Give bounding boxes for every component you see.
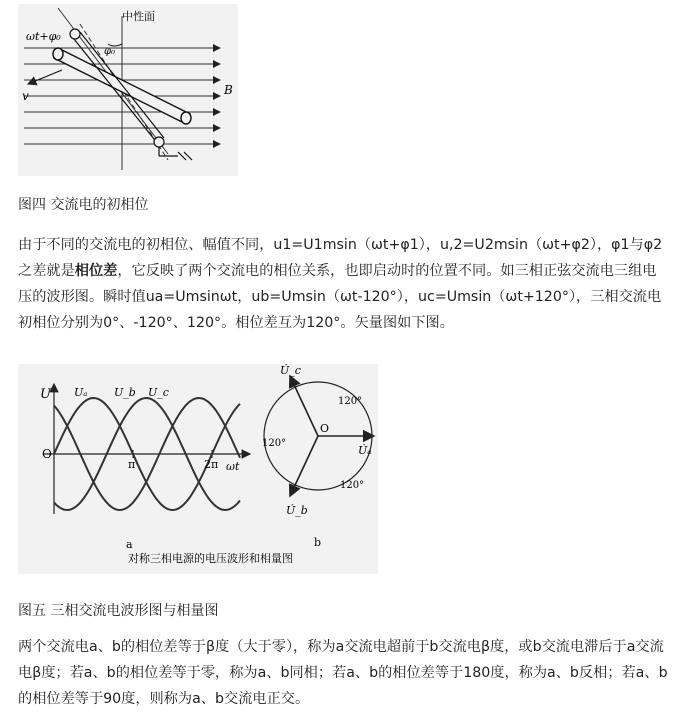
figure-5-diagram xyxy=(18,364,378,574)
tick-2pi-label: 2π xyxy=(204,458,219,471)
figure-4-diagram xyxy=(18,4,238,176)
wave-y-axis-label: U xyxy=(40,387,51,402)
phasor-ub-label: U̇_b xyxy=(286,504,308,517)
paragraph-1-text-a: 由于不同的交流电的初相位、幅值不同，u1=U1msin（ωt+φ1），u,2=U2msin（ωt+φ2），φ1与φ2之差就是 xyxy=(18,237,663,279)
phasor-angle-label-bottom: 120° xyxy=(340,480,365,491)
field-label: B xyxy=(224,83,233,97)
wave-sub-label: a xyxy=(126,538,133,551)
series-label-ua: Uₐ xyxy=(74,386,88,399)
paragraph-phase-difference xyxy=(18,232,668,336)
wave-origin-label: O xyxy=(42,447,52,461)
phasor-sub-label: b xyxy=(314,536,322,549)
figure-5-caption: 图五 三相交流电波形图与相量图 xyxy=(18,603,219,619)
phasor-angle-label-left: 120° xyxy=(262,438,287,449)
velocity-label: v xyxy=(22,89,29,103)
phasor-origin-label: O xyxy=(320,422,330,435)
wave-x-axis-label: ωt xyxy=(226,460,240,473)
figure-5-inner-caption: 对称三相电源的电压波形和相量图 xyxy=(128,552,293,565)
series-label-ub: U_b xyxy=(114,386,136,399)
paragraph-1-text-b: ，它反映了两个交流电的相位关系，也即启动时的位置不同。如三相正弦交流电三组电压的波形图。瞬时值ua=Umsinωt，ub=Umsin（ωt-120°），uc=Umsin（ωt+120°），三相交流电初相位分别为0°、-120°、120°。相位差互为120°。矢量图如下图。 xyxy=(18,263,662,331)
series-label-uc: U_c xyxy=(148,386,169,399)
phi0-label: φ₀ xyxy=(104,46,116,57)
neutral-plane-label: 中性面 xyxy=(122,10,155,23)
angle-total-label: ωt+φ₀ xyxy=(26,30,61,43)
phasor-uc-label: U̇_c xyxy=(280,364,301,377)
phasor-angle-label-top: 120° xyxy=(338,396,363,407)
phase-difference-term: 相位差 xyxy=(74,263,118,279)
paragraph-phase-relations: 两个交流电a、b的相位差等于β度（大于零），称为a交流电超前于b交流电β度，或b交流电滞后于a交流电β度；若a、b的相位差等于零，称为a、b同相；若a、b的相位差等于180度，称为a、b反相；若a、b的相位差等于90度，则称为a、b交流电正交。 xyxy=(18,639,668,707)
tick-pi-label: π xyxy=(128,458,136,471)
phasor-ua-label: U̇ₐ xyxy=(358,444,372,457)
figure-4-caption: 图四 交流电的初相位 xyxy=(18,197,149,213)
